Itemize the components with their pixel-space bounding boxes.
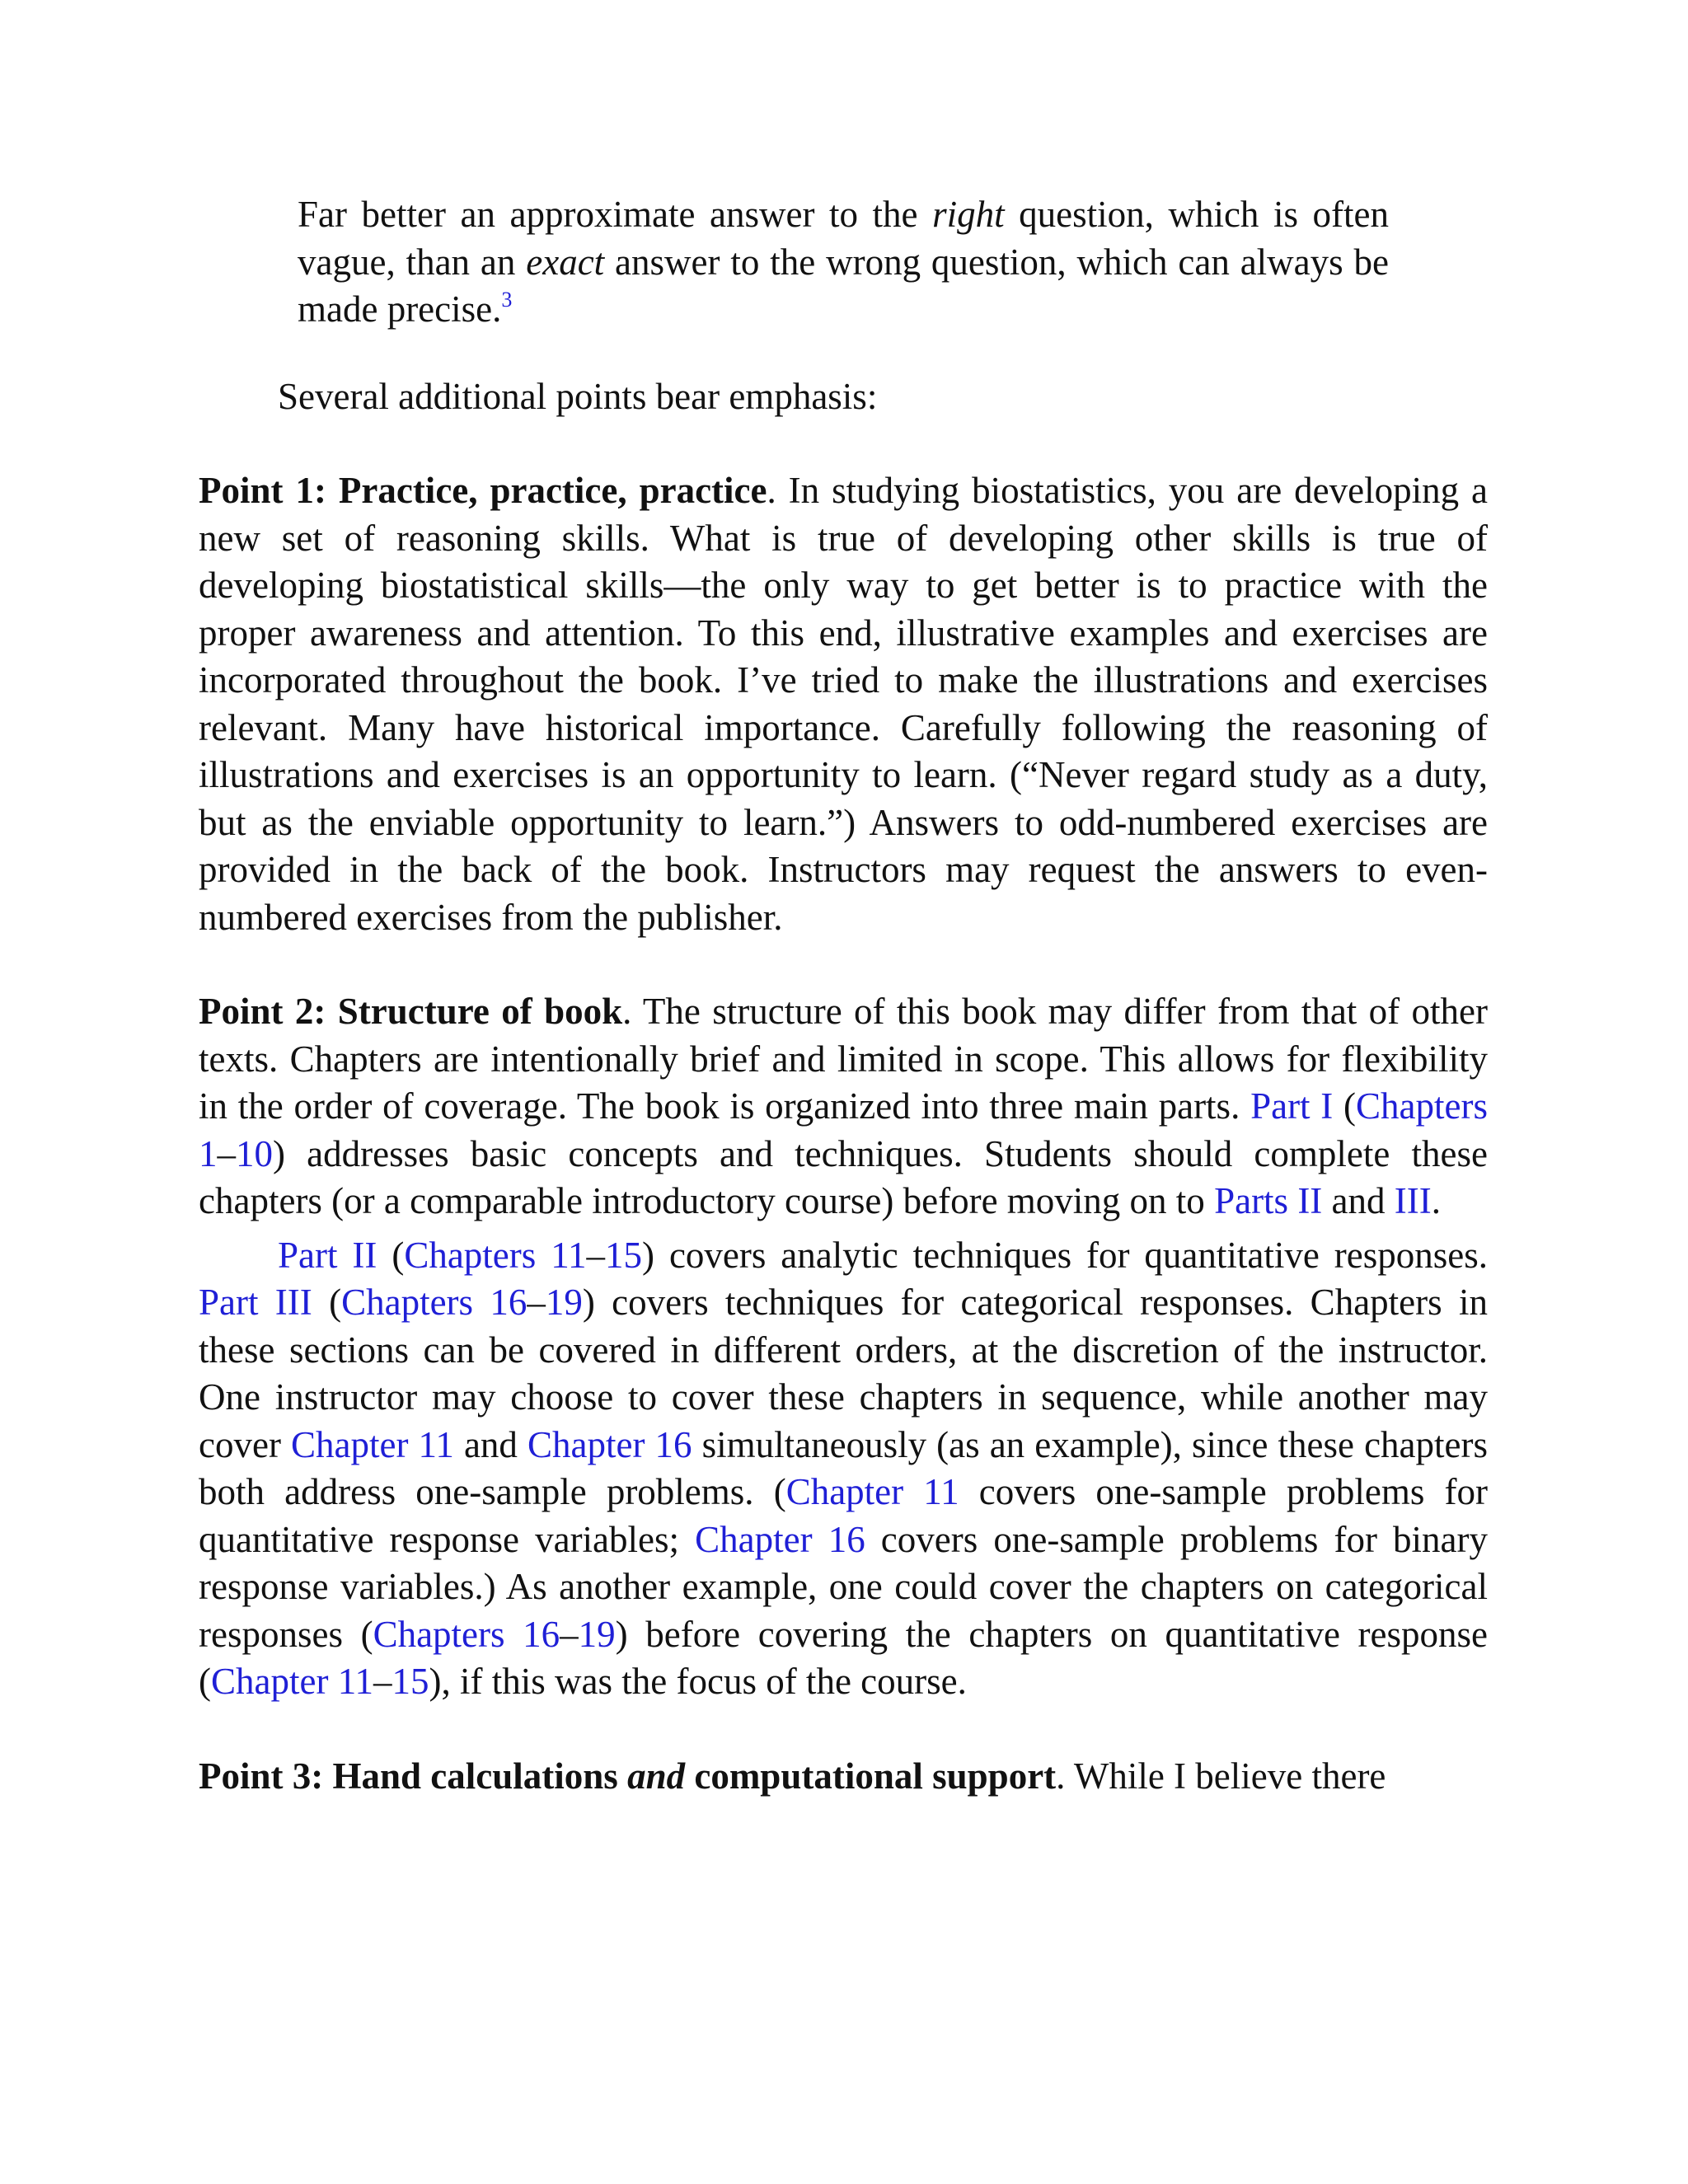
body-text: (	[1333, 1085, 1357, 1127]
link-part-1[interactable]: Part I	[1250, 1085, 1334, 1127]
quote-text: question, which is often vague, than an	[298, 194, 1389, 283]
heading-emphasis: and	[627, 1755, 686, 1797]
body-text: The structure of this book may differ from that of other texts. Chapters are intentionally brief and limited in scope. This allows for flexibility in the order of coverage. The book is organized into three main parts.	[199, 991, 1488, 1127]
body-text: simultaneously (as an example), since these chapters both address one-sample problems. (	[199, 1423, 1488, 1512]
body-text: ), if this was the focus of the course.	[429, 1661, 967, 1702]
body-text: (	[377, 1234, 405, 1276]
point-1-body: In studying biostatistics, you are developing a new set of reasoning skills. What is true of developing other skills is true of developing biostatistical skills—the only way to get better is to practice with the proper awareness and attention. To this end, illustrative examples and exercises are incorporated throughout the book. I’ve tried to make the illustrations and exercises relevant. Many have historical importance. Carefully following the reasoning of illustrations and exercises is an opportunity to learn. (“Never regard study as a duty, but as the enviable opportunity to learn.”) Answers to odd-numbered exercises are provided in the back of the book. Instructors may request the answers to even-numbered exercises from the publisher.	[199, 470, 1489, 938]
point-2-continuation	[199, 1232, 1488, 1706]
point-1-paragraph	[199, 467, 1488, 941]
heading-text: Point 3: Hand calculations	[199, 1755, 628, 1797]
body-text: ) covers techniques for categorical responses. Chapters in these sections can be covered in different orders, at the discretion of the instructor. One instructor may choose to cover these chapters in sequence, while another may cover	[199, 1282, 1488, 1465]
body-text: –	[586, 1234, 606, 1276]
body-text: ) before covering the chapters on quantitative response (	[199, 1613, 1488, 1702]
footnote-link[interactable]: 3	[501, 288, 513, 312]
point-2-paragraph	[199, 988, 1488, 1226]
link-chapter-11[interactable]: Chapter 11	[785, 1471, 959, 1512]
body-text: –	[217, 1132, 236, 1174]
punctuation: .	[622, 991, 632, 1032]
point-3-body: While I believe there	[1065, 1755, 1386, 1797]
quote-text: Far better an approximate answer to the	[298, 194, 933, 235]
body-text: and	[1322, 1180, 1395, 1221]
link-chapter-19[interactable]: 19	[578, 1613, 616, 1655]
punctuation: .	[767, 470, 776, 511]
link-chapter-16[interactable]: Chapters 16	[341, 1282, 528, 1323]
quote-text: answer to the wrong question, which can always be made precise.	[298, 241, 1389, 330]
link-parts-2[interactable]: Parts II	[1214, 1180, 1323, 1221]
body-text: –	[560, 1613, 579, 1655]
link-chapter-10[interactable]: 10	[236, 1132, 273, 1174]
point-3-paragraph	[199, 1753, 1488, 1801]
body-text: –	[527, 1282, 546, 1323]
body-text: (	[312, 1282, 342, 1323]
point-2-heading: Point 2: Structure of book	[199, 991, 623, 1032]
lead-sentence: Several additional points bear emphasis:	[278, 375, 878, 417]
body-text: covers one-sample problems for quantitative response variables;	[199, 1471, 1489, 1560]
link-chapter-11[interactable]: Chapter 11	[291, 1423, 454, 1465]
quote-emphasis: right	[932, 194, 1005, 235]
link-part-3[interactable]: Part III	[199, 1282, 312, 1323]
link-chapter-16[interactable]: Chapters 16	[373, 1613, 560, 1655]
link-part-3[interactable]: III	[1394, 1180, 1432, 1221]
body-text: covers one-sample problems for binary response variables.) As another example, one could cover the chapters on categorical responses (	[199, 1518, 1489, 1655]
punctuation: .	[1056, 1755, 1066, 1797]
link-chapter-15[interactable]: 15	[605, 1234, 643, 1276]
body-text: and	[453, 1423, 528, 1465]
link-chapter-16[interactable]: Chapter 16	[528, 1423, 692, 1465]
link-part-2[interactable]: Part II	[278, 1234, 377, 1276]
link-chapter-1[interactable]: Chapters 1	[199, 1085, 1488, 1174]
body-text: ) addresses basic concepts and techniques. Students should complete these chapters (or a comparable introductory course) before moving on to	[199, 1132, 1488, 1221]
body-text: ) covers analytic techniques for quantitative responses.	[642, 1234, 1488, 1276]
link-chapter-16[interactable]: Chapter 16	[695, 1518, 865, 1560]
body-text: –	[373, 1661, 392, 1702]
point-1-heading: Point 1: Practice, practice, practice	[199, 470, 767, 511]
link-chapter-11[interactable]: Chapters 11	[404, 1234, 587, 1276]
link-chapter-19[interactable]: 19	[545, 1282, 583, 1323]
quote-emphasis: exact	[526, 241, 605, 283]
heading-text: computational support	[685, 1755, 1057, 1797]
text-column	[199, 191, 1488, 1800]
block-quote	[298, 191, 1389, 334]
link-chapter-15[interactable]: 15	[392, 1661, 429, 1702]
point-3-heading	[199, 1755, 1056, 1797]
link-chapter-11[interactable]: Chapter 11	[211, 1661, 374, 1702]
body-text: .	[1431, 1180, 1441, 1221]
